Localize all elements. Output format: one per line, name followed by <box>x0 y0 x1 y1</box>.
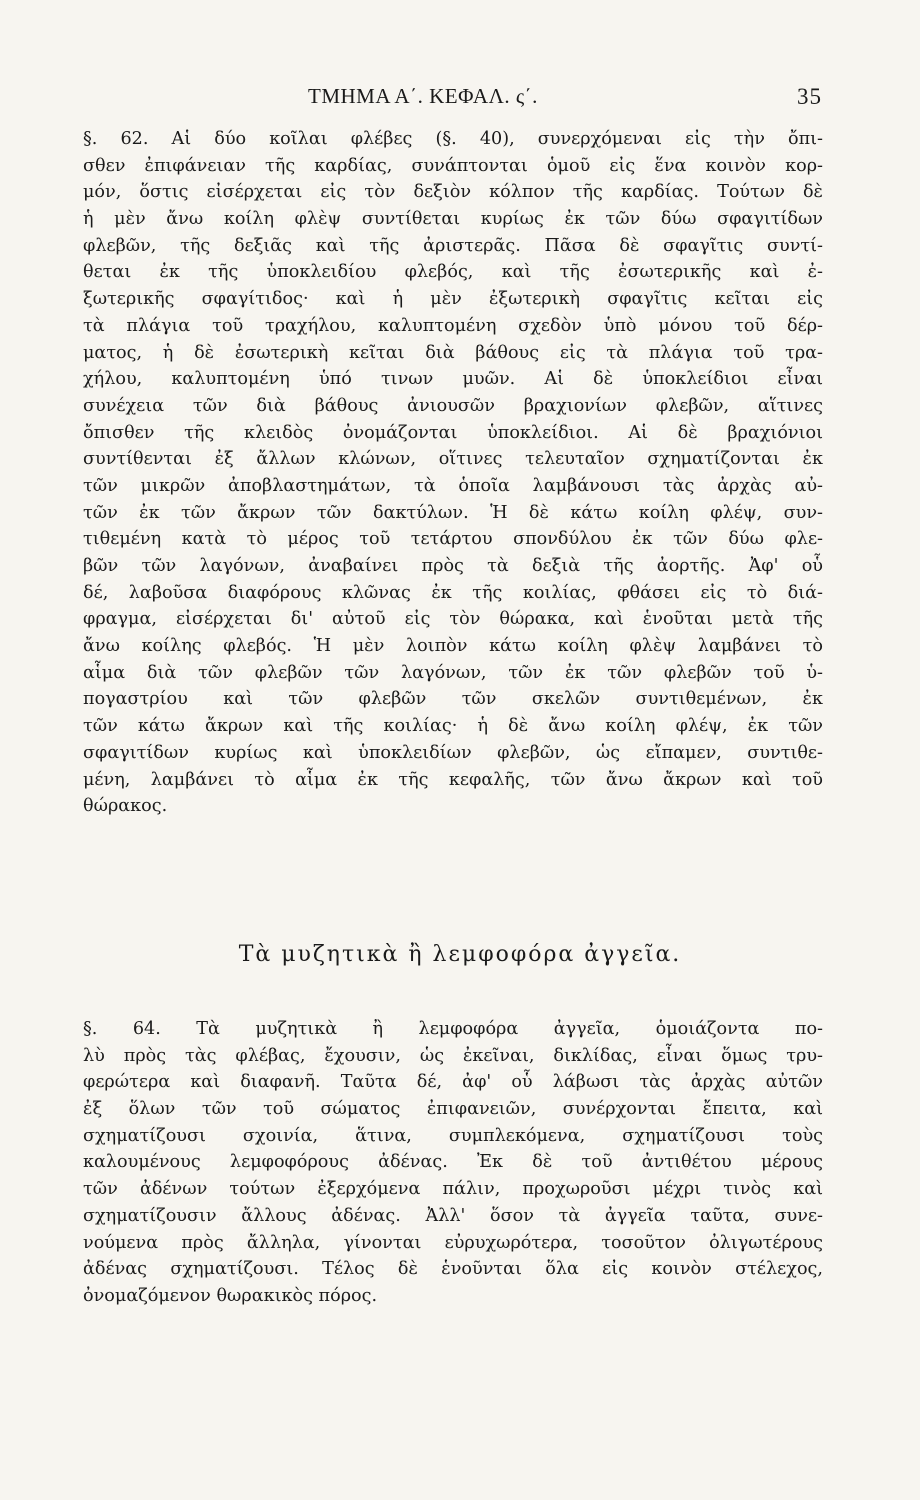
text-line: συνέχεια τῶν διὰ βάθους ἀνιουσῶν βραχιονίων φλεβῶν, αἵτινες <box>83 395 823 416</box>
text-line: χήλου, καλυπτομένη ὑπό τινων μυῶν. Αἱ δὲ ὑποκλείδιοι εἶναι <box>83 369 823 390</box>
text-line: αἷμα διὰ τῶν φλεβῶν τῶν λαγόνων, τῶν ἐκ τῶν φλεβῶν τοῦ ὑ- <box>83 662 823 683</box>
text-line: βῶν τῶν λαγόνων, ἀναβαίνει πρὸς τὰ δεξιὰ τῆς ἀορτῆς. Ἀφ' οὗ <box>83 556 823 576</box>
text-line: τῶν κάτω ἄκρων καὶ τῆς κοιλίας· ἡ δὲ ἄνω κοίλη φλέψ, ἐκ τῶν <box>83 716 823 737</box>
text-line: φλεβῶν, τῆς δεξιᾶς καὶ τῆς ἀριστερᾶς. Πᾶσα δὲ σφαγῖτις συντί- <box>83 235 823 256</box>
section-62-paragraph <box>83 126 823 820</box>
text-line: τῶν ἐκ τῶν ἄκρων τῶν δακτύλων. Ἡ δὲ κάτω κοίλη φλέψ, συν- <box>83 502 823 523</box>
section-heading: Τὰ μυζητικὰ ἢ λεμφοφόρα ἀγγεῖα. <box>238 942 682 967</box>
text-line: σχηματίζουσιν ἄλλους ἀδένας. Ἀλλ' ὅσον τὰ ἀγγεῖα ταῦτα, συνε- <box>83 1205 823 1226</box>
text-line: σθεν ἐπιφάνειαν τῆς καρδίας, συνάπτονται ὁμοῦ εἰς ἕνα κοινὸν κορ- <box>83 155 823 176</box>
text-line: τιθεμένη κατὰ τὸ μέρος τοῦ τετάρτου σπονδύλου ἐκ τῶν δύω φλε- <box>83 529 823 550</box>
text-line: ὄπισθεν τῆς κλειδὸς ὀνομάζονται ὑποκλείδιοι. Αἱ δὲ βραχιόνιοι <box>83 422 823 443</box>
text-line: θεται ἐκ τῆς ὑποκλειδίου φλεβός, καὶ τῆς ἐσωτερικῆς καὶ ἐ- <box>83 262 823 283</box>
text-line: σχηματίζουσι σχοινία, ἅτινα, συμπλεκόμενα, σχηματίζουσι τοὺς <box>83 1125 823 1146</box>
text-line: καλουμένους λεμφοφόρους ἀδένας. Ἐκ δὲ τοῦ ἀντιθέτου μέρους <box>83 1152 823 1173</box>
text-line: συντίθενται ἐξ ἄλλων κλώνων, οἵτινες τελευταῖον σχηματίζονται ἐκ <box>83 449 823 470</box>
text-line: ἀδένας σχηματίζουσι. Τέλος δὲ ἑνοῦνται ὅλα εἰς κοινὸν στέλεχος, <box>83 1259 823 1280</box>
text-line: πογαστρίου καὶ τῶν φλεβῶν τῶν σκελῶν συντιθεμένων, ἐκ <box>83 689 823 710</box>
text-line: §. 64. Τὰ μυζητικὰ ἢ λεμφοφόρα ἀγγεῖα, ὁμοιάζοντα πο- <box>83 1019 823 1039</box>
text-line: φραγμα, εἰσέρχεται δι' αὐτοῦ εἰς τὸν θώρακα, καὶ ἑνοῦται μετὰ τῆς <box>83 609 823 630</box>
text-line: τῶν μικρῶν ἀποβλαστημάτων, τὰ ὁποῖα λαμβάνουσι τὰς ἀρχὰς αὐ- <box>83 475 823 496</box>
text-line: ὀνομαζόμενον θωρακικὸς πόρος. <box>83 1285 378 1306</box>
text-line: §. 62. Αἱ δύο κοῖλαι φλέβες (§. 40), συνερχόμεναι εἰς τὴν ὄπι- <box>83 129 823 149</box>
text-line: νούμενα πρὸς ἄλληλα, γίνονται εὐρυχωρότερα, τοσοῦτον ὀλιγωτέρους <box>83 1232 823 1253</box>
text-line: λὺ πρὸς τὰς φλέβας, ἔχουσιν, ὡς ἐκεῖναι, δικλίδας, εἶναι ὅμως τρυ- <box>83 1045 823 1066</box>
text-line: μόν, ὅστις εἰσέρχεται εἰς τὸν δεξιὸν κόλπον τῆς καρδίας. Τούτων δὲ <box>83 182 823 203</box>
text-line: ἄνω κοίλης φλεβός. Ἡ μὲν λοιπὸν κάτω κοίλη φλὲψ λαμβάνει τὸ <box>83 636 823 657</box>
text-line: δέ, λαβοῦσα διαφόρους κλῶνας ἐκ τῆς κοιλίας, φθάσει εἰς τὸ διά- <box>83 582 823 603</box>
text-line: ἡ μὲν ἄνω κοίλη φλὲψ συντίθεται κυρίως ἐκ τῶν δύω σφαγιτίδων <box>83 209 823 230</box>
running-title: ΤΜΗΜΑ Α΄. ΚΕΦΑΛ. ς΄. <box>308 84 538 108</box>
text-line: τὰ πλάγια τοῦ τραχήλου, καλυπτομένη σχεδὸν ὑπὸ μόνου τοῦ δέρ- <box>83 315 823 336</box>
section-64-paragraph <box>83 1016 823 1310</box>
page-number: 35 <box>797 84 822 109</box>
text-line: θώρακος. <box>83 796 168 817</box>
text-line: φερώτερα καὶ διαφανῆ. Ταῦτα δέ, ἀφ' οὗ λάβωσι τὰς ἀρχὰς αὐτῶν <box>83 1072 823 1093</box>
running-header <box>82 84 822 118</box>
text-line: τῶν ἀδένων τούτων ἐξερχόμενα πάλιν, προχωροῦσι μέχρι τινὸς καὶ <box>83 1179 823 1200</box>
text-line: μένη, λαμβάνει τὸ αἷμα ἐκ τῆς κεφαλῆς, τῶν ἄνω ἄκρων καὶ τοῦ <box>83 769 823 790</box>
text-line: ξωτερικῆς σφαγίτιδος· καὶ ἡ μὲν ἐξωτερικὴ σφαγῖτις κεῖται εἰς <box>83 289 823 310</box>
text-line: ἐξ ὅλων τῶν τοῦ σώματος ἐπιφανειῶν, συνέρχονται ἔπειτα, καὶ <box>83 1099 823 1120</box>
text-line: σφαγιτίδων κυρίως καὶ ὑποκλειδίων φλεβῶν, ὡς εἴπαμεν, συντιθε- <box>83 742 823 763</box>
text-line: ματος, ἡ δὲ ἐσωτερικὴ κεῖται διὰ βάθους εἰς τὰ πλάγια τοῦ τρα- <box>83 342 823 363</box>
